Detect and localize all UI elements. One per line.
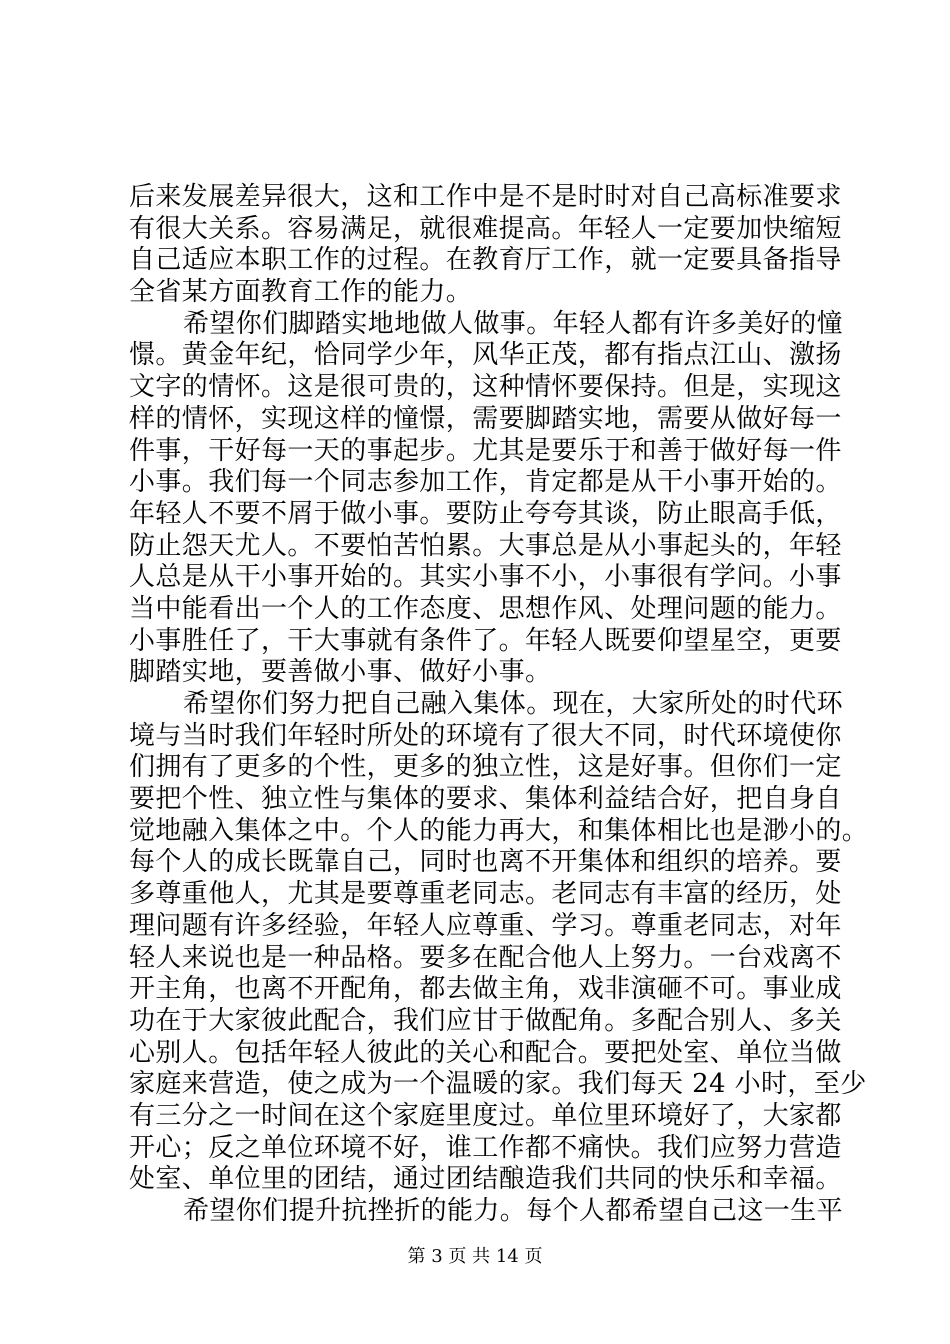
- text-line: 当中能看出一个人的工作态度、思想作风、处理问题的能力。: [129, 593, 842, 624]
- text-line: 件事，干好每一天的事起步。尤其是要乐于和善于做好每一件: [129, 435, 842, 466]
- text-line: 每个人的成长既靠自己，同时也离不开集体和组织的培养。要: [129, 847, 842, 878]
- text-line: 小事。我们每一个同志参加工作，肯定都是从干小事开始的。: [129, 467, 842, 498]
- text-line: 脚踏实地，要善做小事、做好小事。: [129, 657, 552, 688]
- text-line: 功在于大家彼此配合，我们应甘于做配角。多配合别人、多关: [129, 1005, 842, 1036]
- text-line: 年轻人不要不屑于做小事。要防止夸夸其谈，防止眼高手低，: [129, 498, 842, 529]
- text-line: 希望你们提升抗挫折的能力。每个人都希望自己这一生平: [183, 1196, 844, 1226]
- text-line: 心别人。包括年轻人彼此的关心和配合。要把处室、单位当做: [129, 1037, 842, 1068]
- text-line: 人总是从干小事开始的。其实小事不小，小事很有学问。小事: [129, 562, 842, 593]
- text-line: 文字的情怀。这是很可贵的，这种情怀要保持。但是，实现这: [129, 372, 842, 403]
- text-line: 理问题有许多经验，年轻人应尊重、学习。尊重老同志，对年: [129, 910, 842, 941]
- document-body: [129, 182, 869, 1228]
- text-line: 有三分之一时间在这个家庭里度过。单位里环境好了，大家都: [129, 1100, 842, 1131]
- text-line: 要把个性、独立性与集体的要求、集体利益结合好，把自身自: [129, 784, 842, 815]
- text-line: 防止怨天尤人。不要怕苦怕累。大事总是从小事起头的，年轻: [129, 530, 842, 561]
- text-line: 希望你们脚踏实地地做人做事。年轻人都有许多美好的憧: [183, 308, 844, 339]
- text-line: 样的情怀，实现这样的憧憬，需要脚踏实地，需要从做好每一: [129, 403, 842, 434]
- page-footer: 第 3 页 共 14 页: [407, 1246, 543, 1267]
- text-line: 开主角，也离不开配角，都去做主角，戏非演砸不可。事业成: [129, 974, 842, 1005]
- text-line: 希望你们努力把自己融入集体。现在，大家所处的时代环: [183, 689, 844, 719]
- text-line: 多尊重他人，尤其是要尊重老同志。老同志有丰富的经历，处: [129, 879, 842, 910]
- text-line: 自己适应本职工作的过程。在教育厅工作，就一定要具备指导: [129, 245, 842, 276]
- text-line: 们拥有了更多的个性，更多的独立性，这是好事。但你们一定: [129, 752, 842, 783]
- text-line: 家庭来营造，使之成为一个温暖的家。我们每天 24 小时，至少: [129, 1069, 867, 1100]
- text-line: 后来发展差异很大，这和工作中是不是时时对自己高标准要求: [129, 182, 842, 212]
- text-line: 觉地融入集体之中。个人的能力再大，和集体相比也是渺小的。: [129, 815, 869, 846]
- text-line: 全省某方面教育工作的能力。: [129, 277, 473, 308]
- text-line: 有很大关系。容易满足，就很难提高。年轻人一定要加快缩短: [129, 213, 842, 244]
- text-line: 境与当时我们年轻时所处的环境有了很大不同，时代环境使你: [129, 720, 842, 751]
- text-line: 憬。黄金年纪，恰同学少年，风华正茂，都有指点江山、激扬: [129, 340, 842, 371]
- text-line: 轻人来说也是一种品格。要多在配合他人上努力。一台戏离不: [129, 942, 842, 973]
- text-line: 处室、单位里的团结，通过团结酿造我们共同的快乐和幸福。: [129, 1164, 842, 1195]
- text-line: 开心；反之单位环境不好，谁工作都不痛快。我们应努力营造: [129, 1132, 842, 1163]
- text-line: 小事胜任了，干大事就有条件了。年轻人既要仰望星空，更要: [129, 625, 842, 656]
